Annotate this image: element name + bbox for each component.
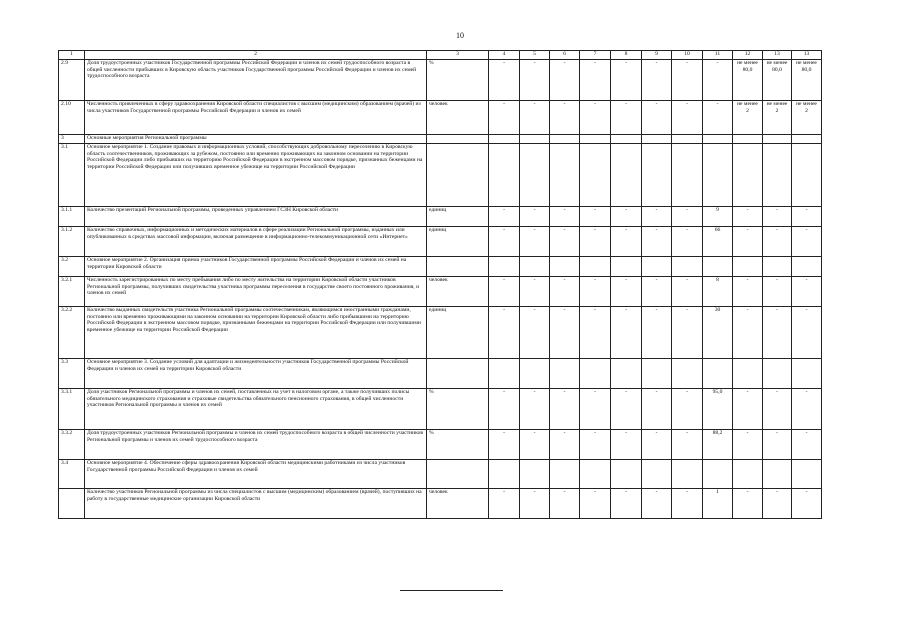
value-cell — [672, 135, 703, 144]
indicator-text: Численность зарегистрированных по месту пребывания либо по месту жительства на территории Кировской области участников Региональной программы, получивших свидетельства участника программы переселения в государстве своего постоянного проживания, и членов их семей — [85, 277, 427, 307]
value-cell — [642, 257, 672, 277]
header-cell: 6 — [550, 51, 580, 60]
value-cell: - — [672, 489, 703, 519]
value-cell — [611, 135, 642, 144]
value-cell: - — [520, 389, 550, 430]
unit-cell: % — [427, 389, 489, 430]
value-cell — [672, 460, 703, 489]
table-row — [59, 489, 822, 519]
value-cell: 88,2 — [703, 430, 733, 460]
unit-cell: единиц — [427, 207, 489, 227]
unit-cell: человек — [427, 277, 489, 307]
value-cell: - — [733, 307, 763, 359]
value-cell — [733, 144, 763, 207]
value-cell — [489, 359, 520, 389]
row-number: 3.2.2 — [59, 307, 85, 359]
value-cell: - — [580, 207, 611, 227]
value-cell — [733, 460, 763, 489]
value-cell: - — [489, 307, 520, 359]
value-cell: - — [672, 277, 703, 307]
unit-cell — [427, 257, 489, 277]
header-cell: 2 — [85, 51, 427, 60]
value-cell: - — [580, 101, 611, 135]
header-cell: 10 — [672, 51, 703, 60]
value-cell: - — [792, 489, 822, 519]
header-cell: 9 — [642, 51, 672, 60]
unit-cell: единиц — [427, 307, 489, 359]
unit-cell — [427, 359, 489, 389]
row-number: 3.1 — [59, 144, 85, 207]
value-cell: - — [792, 307, 822, 359]
value-cell: не менее 80,0 — [763, 60, 792, 101]
value-cell: - — [763, 277, 792, 307]
value-cell — [611, 257, 642, 277]
value-cell: - — [642, 207, 672, 227]
value-cell: - — [733, 227, 763, 257]
value-cell — [550, 135, 580, 144]
value-cell — [642, 460, 672, 489]
value-cell: - — [733, 389, 763, 430]
unit-cell — [427, 144, 489, 207]
value-cell: не менее 80,0 — [733, 60, 763, 101]
row-number: 2.9 — [59, 60, 85, 101]
header-cell: 7 — [580, 51, 611, 60]
value-cell: - — [611, 60, 642, 101]
value-cell: - — [642, 430, 672, 460]
value-cell: - — [763, 389, 792, 430]
value-cell: - — [642, 389, 672, 430]
value-cell — [489, 460, 520, 489]
indicator-text: Численность привлеченных в сферу здравоохранения Кировской области специалистов с высшим (медицинским) образованием (врачей) из числа участников Государственной программы Российской Федерации и членов их семей — [85, 101, 427, 135]
unit-cell — [427, 135, 489, 144]
value-cell — [489, 257, 520, 277]
value-cell: - — [550, 207, 580, 227]
value-cell — [580, 359, 611, 389]
value-cell: - — [763, 207, 792, 227]
value-cell: - — [580, 307, 611, 359]
value-cell — [550, 144, 580, 207]
value-cell: - — [550, 307, 580, 359]
row-number: 3.2.1 — [59, 277, 85, 307]
value-cell — [580, 257, 611, 277]
row-number: 2.10 — [59, 101, 85, 135]
value-cell — [672, 257, 703, 277]
value-cell — [792, 257, 822, 277]
value-cell: - — [550, 277, 580, 307]
value-cell: - — [611, 227, 642, 257]
value-cell: - — [642, 277, 672, 307]
value-cell: - — [672, 389, 703, 430]
value-cell: - — [642, 307, 672, 359]
value-cell: - — [611, 207, 642, 227]
header-cell: 3 — [427, 51, 489, 60]
value-cell: - — [580, 489, 611, 519]
value-cell — [763, 135, 792, 144]
value-cell — [489, 135, 520, 144]
value-cell — [763, 460, 792, 489]
value-cell: - — [672, 227, 703, 257]
row-number: 3.1.2 — [59, 227, 85, 257]
value-cell — [580, 144, 611, 207]
row-number: 3 — [59, 135, 85, 144]
value-cell: не менее 2 — [733, 101, 763, 135]
value-cell: - — [489, 60, 520, 101]
value-cell — [703, 359, 733, 389]
value-cell: - — [550, 430, 580, 460]
value-cell — [672, 359, 703, 389]
value-cell: - — [611, 277, 642, 307]
table-row — [59, 257, 822, 277]
value-cell — [642, 135, 672, 144]
value-cell: - — [489, 207, 520, 227]
table-row — [59, 430, 822, 460]
value-cell: - — [792, 277, 822, 307]
header-cell: 11 — [703, 51, 733, 60]
value-cell: - — [580, 60, 611, 101]
value-cell: - — [520, 307, 550, 359]
value-cell: - — [672, 101, 703, 135]
header-cell: 8 — [611, 51, 642, 60]
indicator-table — [58, 50, 822, 519]
unit-cell: % — [427, 430, 489, 460]
header-cell: 12 — [733, 51, 763, 60]
value-cell: - — [611, 389, 642, 430]
value-cell — [792, 135, 822, 144]
value-cell: - — [550, 227, 580, 257]
unit-cell — [427, 460, 489, 489]
value-cell: 95,0 — [703, 389, 733, 430]
value-cell — [763, 144, 792, 207]
value-cell: - — [580, 430, 611, 460]
value-cell — [642, 359, 672, 389]
value-cell: - — [580, 227, 611, 257]
value-cell: 9 — [703, 207, 733, 227]
row-number: 3.3.1 — [59, 389, 85, 430]
value-cell: - — [733, 489, 763, 519]
unit-cell: человек — [427, 101, 489, 135]
value-cell — [733, 135, 763, 144]
value-cell — [792, 144, 822, 207]
header-row — [59, 51, 822, 60]
row-number — [59, 489, 85, 519]
value-cell — [792, 359, 822, 389]
header-cell: 4 — [489, 51, 520, 60]
value-cell: - — [611, 489, 642, 519]
value-cell: - — [580, 277, 611, 307]
value-cell: - — [611, 101, 642, 135]
value-cell: - — [520, 101, 550, 135]
value-cell — [611, 144, 642, 207]
header-cell: 1 — [59, 51, 85, 60]
value-cell — [642, 144, 672, 207]
value-cell — [733, 257, 763, 277]
value-cell: не менее 2 — [792, 101, 822, 135]
value-cell: - — [489, 277, 520, 307]
indicator-text: Основное мероприятие 2. Организация приема участников Государственной программы Российской Федерации и членов их семей на территории Кировской области — [85, 257, 427, 277]
value-cell — [703, 135, 733, 144]
value-cell: - — [550, 101, 580, 135]
value-cell: - — [642, 489, 672, 519]
value-cell: - — [580, 389, 611, 430]
value-cell: - — [520, 277, 550, 307]
value-cell: 66 — [703, 227, 733, 257]
value-cell — [792, 460, 822, 489]
value-cell — [580, 135, 611, 144]
value-cell: - — [703, 101, 733, 135]
value-cell — [520, 460, 550, 489]
value-cell: 8 — [703, 277, 733, 307]
value-cell: - — [642, 227, 672, 257]
unit-cell: % — [427, 60, 489, 101]
value-cell: - — [489, 101, 520, 135]
indicator-text: Основные мероприятия Региональной программы — [85, 135, 427, 144]
indicator-text: Количество выданных свидетельств участника Региональной программы соотечественникам, являющимся иностранными гражданами, постоянно или временно проживающими на законном основании на территории Кировской области либо прибывшими на территорию Российской Федерации в экстренном массовом порядке, признанными беженцами на территории Российской Федерации или получившими временное убежище на территории Российской Федерации — [85, 307, 427, 359]
value-cell: - — [672, 307, 703, 359]
row-number: 3.2 — [59, 257, 85, 277]
value-cell: - — [792, 389, 822, 430]
row-number: 3.1.1 — [59, 207, 85, 227]
value-cell: - — [792, 430, 822, 460]
value-cell: 30 — [703, 307, 733, 359]
table-row — [59, 60, 822, 101]
value-cell: - — [672, 430, 703, 460]
value-cell — [550, 359, 580, 389]
value-cell — [520, 359, 550, 389]
table-row — [59, 389, 822, 430]
row-number: 3.4 — [59, 460, 85, 489]
value-cell: - — [520, 60, 550, 101]
value-cell — [520, 135, 550, 144]
value-cell: - — [763, 489, 792, 519]
value-cell — [703, 257, 733, 277]
value-cell: - — [611, 307, 642, 359]
value-cell — [703, 144, 733, 207]
value-cell: - — [550, 389, 580, 430]
value-cell: - — [763, 307, 792, 359]
value-cell — [672, 144, 703, 207]
row-number: 3.3 — [59, 359, 85, 389]
value-cell — [520, 257, 550, 277]
table-row — [59, 207, 822, 227]
value-cell: - — [520, 489, 550, 519]
table-row — [59, 101, 822, 135]
table-row — [59, 227, 822, 257]
value-cell — [550, 460, 580, 489]
indicator-text: Основное мероприятие 3. Создание условий для адаптации и жизнедеятельности участников Государственной программы Российской Федерации и членов их семей на территории Кировской области — [85, 359, 427, 389]
value-cell: - — [520, 430, 550, 460]
table-row — [59, 277, 822, 307]
value-cell — [520, 144, 550, 207]
footer-divider — [400, 590, 503, 591]
value-cell: - — [550, 60, 580, 101]
value-cell: - — [550, 489, 580, 519]
indicator-text: Количество справочных, информационных и методических материалов в сфере реализации Региональной программы, изданных или опубликованных в средствах массовой информации, включая размещение в информационно-телекоммуникационной сети «Интернет» — [85, 227, 427, 257]
value-cell — [580, 460, 611, 489]
table-row — [59, 135, 822, 144]
value-cell — [611, 359, 642, 389]
value-cell: - — [520, 207, 550, 227]
header-cell: 13 — [763, 51, 792, 60]
header-cell: 5 — [520, 51, 550, 60]
indicator-text: Количество презентаций Региональной программы, проведенных управлением ГСЗН Кировской области — [85, 207, 427, 227]
value-cell — [763, 257, 792, 277]
value-cell: - — [489, 430, 520, 460]
table-row — [59, 460, 822, 489]
table-row — [59, 307, 822, 359]
value-cell: - — [489, 489, 520, 519]
value-cell: - — [642, 101, 672, 135]
value-cell — [703, 460, 733, 489]
value-cell: - — [792, 227, 822, 257]
value-cell: - — [733, 207, 763, 227]
row-number: 3.3.2 — [59, 430, 85, 460]
value-cell: не менее 2 — [763, 101, 792, 135]
header-cell: 13 — [792, 51, 822, 60]
value-cell — [489, 144, 520, 207]
value-cell: не менее 80,0 — [792, 60, 822, 101]
value-cell: - — [489, 227, 520, 257]
unit-cell: единиц — [427, 227, 489, 257]
value-cell: - — [733, 430, 763, 460]
value-cell — [550, 257, 580, 277]
table-row — [59, 144, 822, 207]
unit-cell: человек — [427, 489, 489, 519]
value-cell: - — [703, 60, 733, 101]
value-cell: - — [733, 277, 763, 307]
indicator-text: Доля трудоустроенных участников Региональной программы и членов их семей трудоспособного возраста в общей численности участников Региональной программы и членов их семей трудоспособного возраста — [85, 430, 427, 460]
value-cell — [733, 359, 763, 389]
value-cell: 1 — [703, 489, 733, 519]
value-cell: - — [763, 227, 792, 257]
value-cell: - — [520, 227, 550, 257]
indicator-text: Доля трудоустроенных участников Государственной программы Российской Федерации и членов их семей трудоспособного возраста в общей численности прибывших в Кировскую область участников Государственной программы Российской Федерации и членов их семей трудоспособного возраста — [85, 60, 427, 101]
indicator-text: Основное мероприятие 4. Обеспечение сферы здравоохранения Кировской области медицинскими работниками из числа участников Государственной программы Российской Федерации и членов их семей — [85, 460, 427, 489]
page-number: 10 — [456, 31, 464, 40]
value-cell — [763, 359, 792, 389]
value-cell: - — [642, 60, 672, 101]
value-cell: - — [611, 430, 642, 460]
value-cell: - — [792, 207, 822, 227]
indicator-text: Основное мероприятие 1. Создание правовых и информационных условий, способствующих добровольному переселению в Кировскую область соотечественников, проживающих за рубежом, постоянно или временно проживающих на законном основании на территории Российской Федерации либо прибывших на территорию Российской Федерации в экстренном массовом порядке, признанных беженцами на территории Российской Федерации или получивших временное убежище на территории Российской Федерации — [85, 144, 427, 207]
value-cell: - — [489, 389, 520, 430]
indicator-text: Доля участников Региональной программы и членов их семей, поставленных на учет в налоговом органе, а также получивших полисы обязательного медицинского страхования и страховые свидетельства обязательного пенсионного страхования, в общей численности участников Региональной программы и членов их семей — [85, 389, 427, 430]
indicator-text: Количество участников Региональной программы из числа специалистов с высшим (медицинским) образованием (врачей), поступивших на работу в государственные медицинские организации Кировской области — [85, 489, 427, 519]
value-cell — [611, 460, 642, 489]
value-cell: - — [672, 207, 703, 227]
value-cell: - — [672, 60, 703, 101]
value-cell: - — [763, 430, 792, 460]
table-row — [59, 359, 822, 389]
